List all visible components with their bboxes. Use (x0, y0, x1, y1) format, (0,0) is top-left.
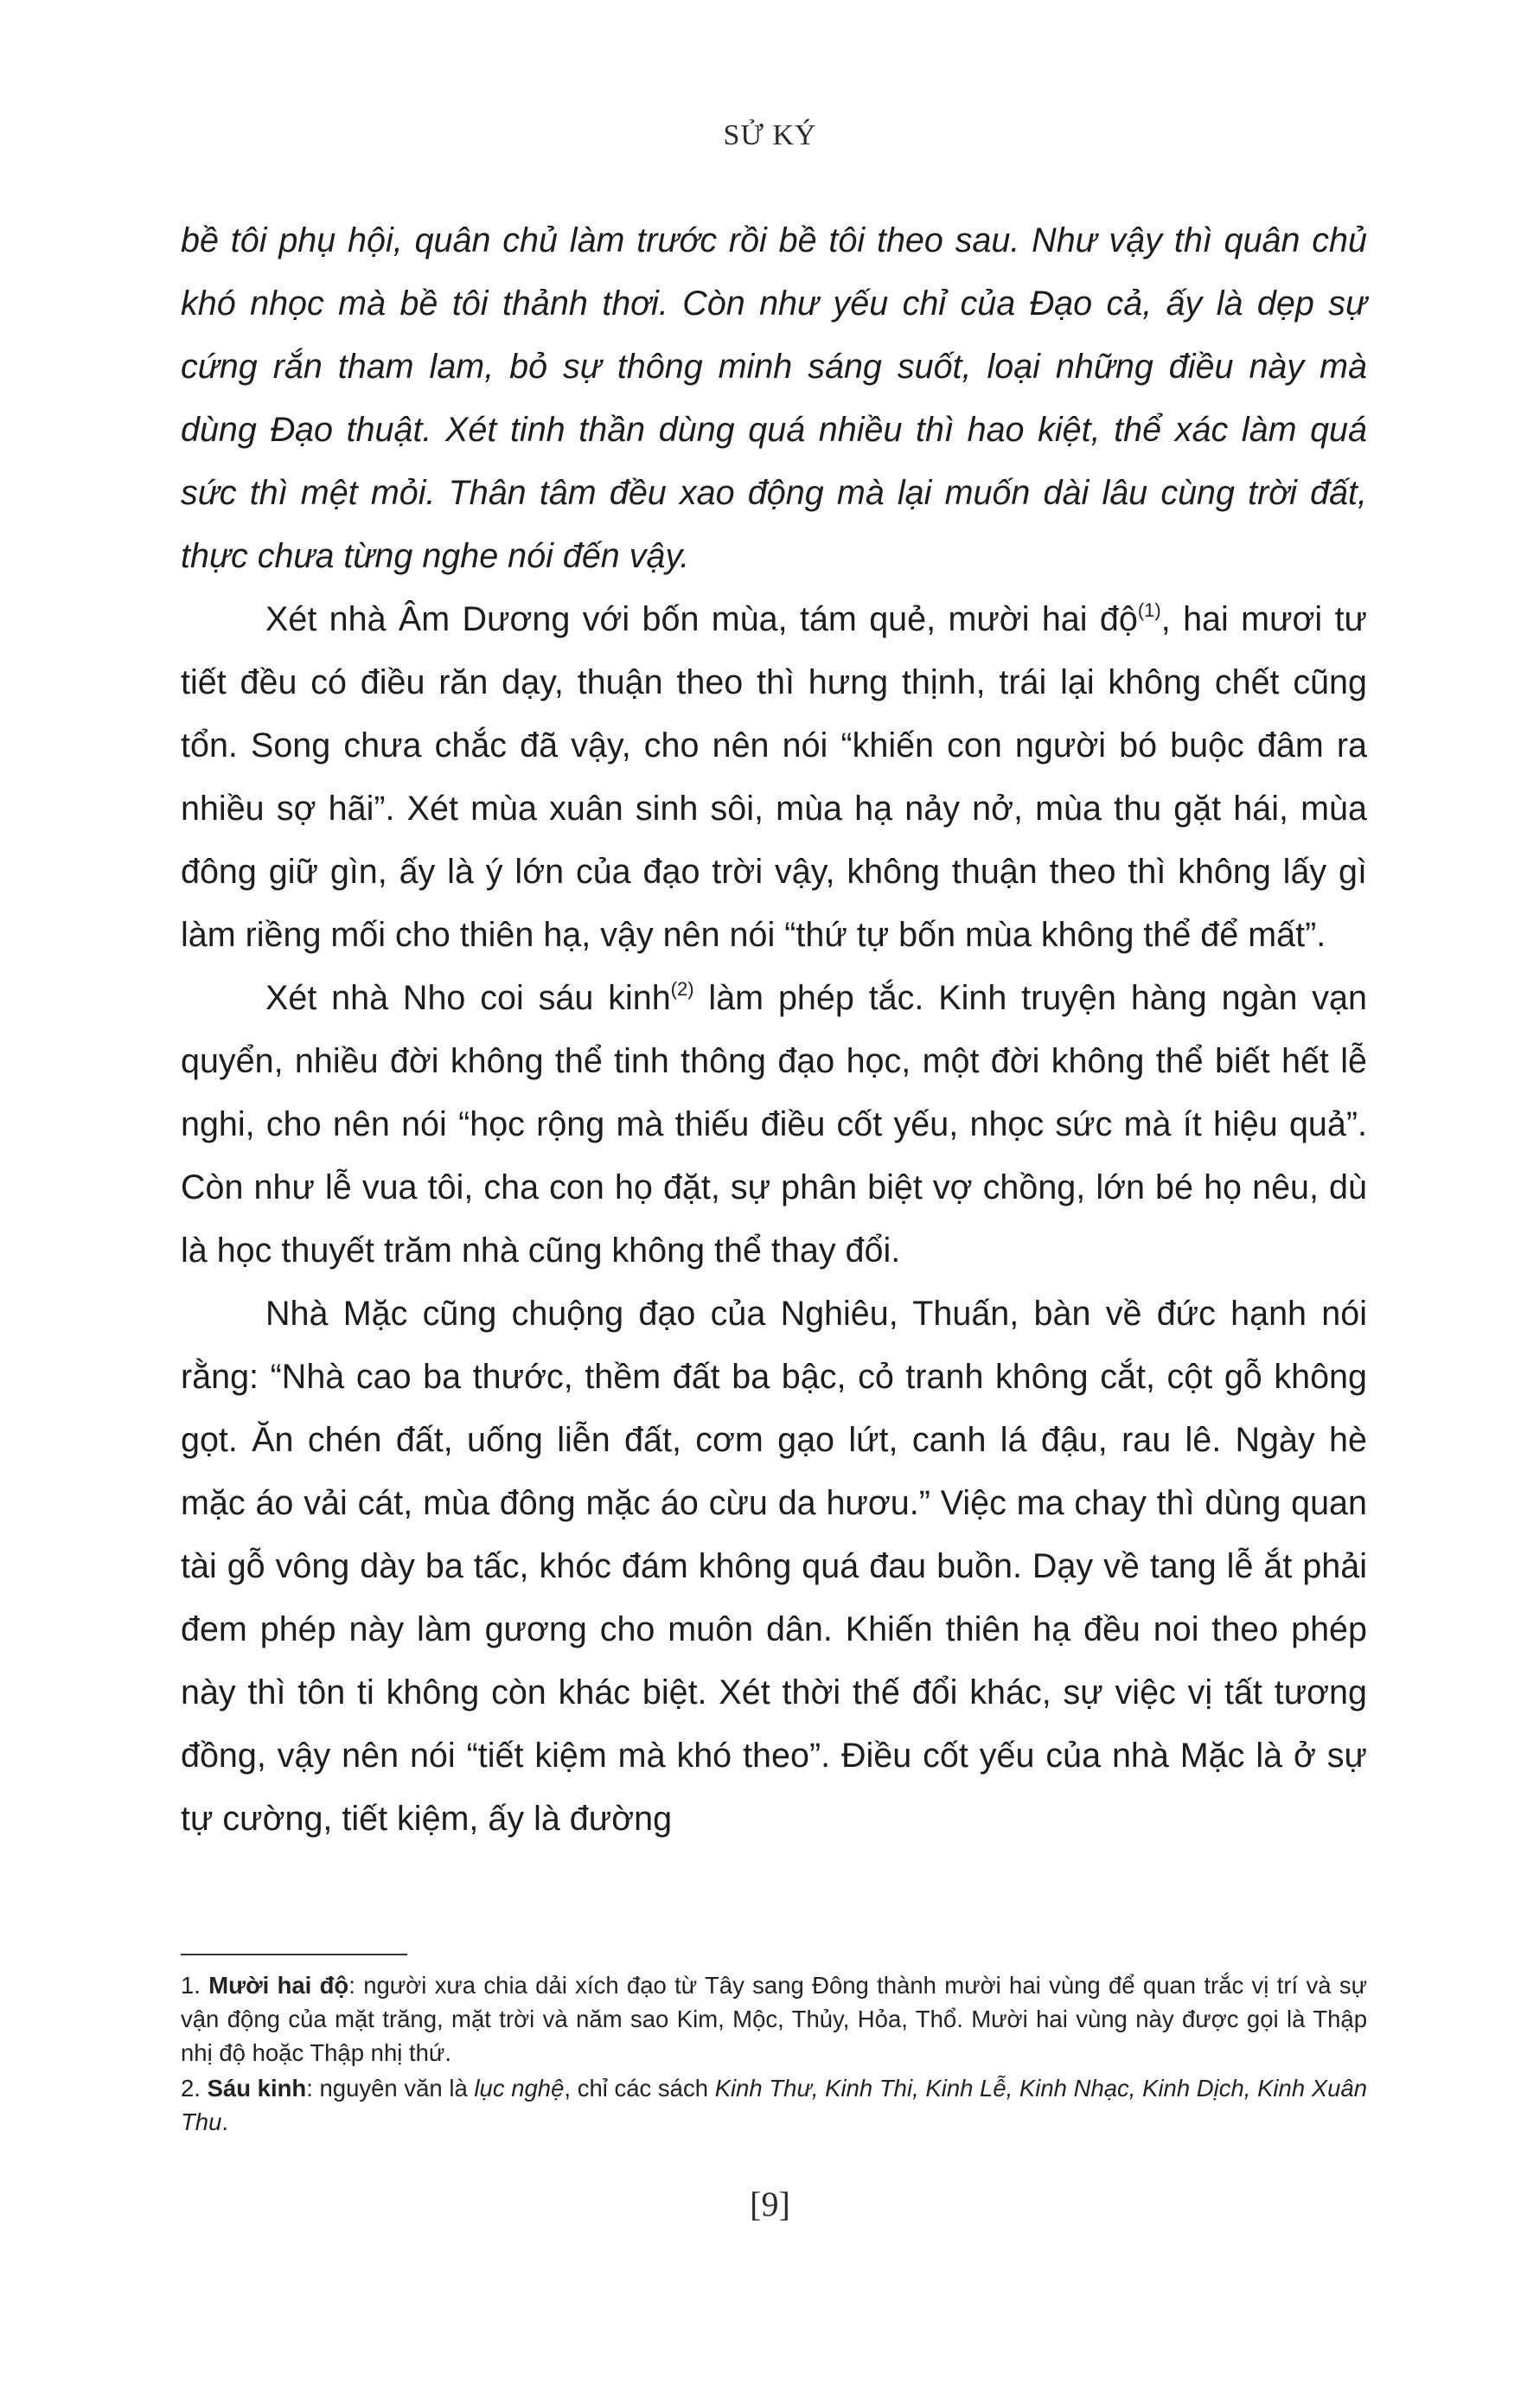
footnote-2 (181, 2071, 1367, 2139)
footnote-2-text-a: : nguyên văn là (306, 2075, 475, 2102)
paragraph-3-text-a: Xét nhà Nho coi sáu kinh (265, 979, 671, 1017)
footnote-2-italic-a: lục nghệ (474, 2075, 565, 2102)
paragraph-4: Nhà Mặc cũng chuộng đạo của Nghiêu, Thuấn, bàn về đức hạnh nói rằng: “Nhà cao ba thước, thềm đất ba bậc, cỏ tranh không cắt, cột gỗ không gọt. Ăn chén đất, uống liễn đất, cơm gạo lứt, canh lá đậu, rau lê. Ngày hè mặc áo vải cát, mùa đông mặc áo cừu da hươu.” Việc ma chay thì dùng quan tài gỗ vông dày ba tấc, khóc đám không quá đau buồn. Dạy về tang lễ ắt phải đem phép này làm gương cho muôn dân. Khiến thiên hạ đều noi theo phép này thì tôn ti không còn khác biệt. Xét thời thế đổi khác, sự việc vị tất tương đồng, vậy nên nói “tiết kiệm mà khó theo”. Điều cốt yếu của nhà Mặc là ở sự tự cường, tiết kiệm, ấy là đường (181, 1295, 1367, 1838)
body-text (181, 209, 1367, 1851)
footnote-1 (181, 1968, 1367, 2070)
footnote-ref-2: (2) (670, 978, 694, 1000)
paragraph-2-text-b: , hai mươi tư tiết đều có điều răn dạy, thuận theo thì hưng thịnh, trái lại không chết cũng tổn. Song chưa chắc đã vậy, cho nên nói “khiến con người bó buộc đâm ra nhiều sợ hãi”. Xét mùa xuân sinh sôi, mùa hạ nảy nở, mùa thu gặt hái, mùa đông giữ gìn, ấy là ý lớn của đạo trời vậy, không thuận theo thì không lấy gì làm riềng mối cho thiên hạ, vậy nên nói “thứ tự bốn mùa không thể để mất”. (181, 600, 1367, 954)
running-head: SỬ KÝ (723, 119, 817, 151)
page-number: [9] (750, 2185, 790, 2223)
paragraph-1: bề tôi phụ hội, quân chủ làm trước rồi bề tôi theo sau. Như vậy thì quân chủ khó nhọc mà bề tôi thảnh thơi. Còn như yếu chỉ của Đạo cả, ấy là dẹp sự cứng rắn tham lam, bỏ sự thông minh sáng suốt, loại những điều này mà dùng Đạo thuật. Xét tinh thần dùng quá nhiều thì hao kiệt, thể xác làm quá sức thì mệt mỏi. Thân tâm đều xao động mà lại muốn dài lâu cùng trời đất, thực chưa từng nghe nói đến vậy. (181, 221, 1367, 575)
footnote-ref-1: (1) (1137, 599, 1161, 621)
footnote-2-text-b: , chỉ các sách (564, 2075, 715, 2102)
footnote-divider (181, 1954, 407, 1955)
footnote-2-term: Sáu kinh (207, 2075, 307, 2102)
footnote-1-term: Mười hai độ (208, 1972, 349, 1999)
paragraph-3-text-b: làm phép tắc. Kinh truyện hàng ngàn vạn quyển, nhiều đời không thể tinh thông đạo học, một đời không thể biết hết lễ nghi, cho nên nói “học rộng mà thiếu điều cốt yếu, nhọc sức mà ít hiệu quả”. Còn như lễ vua tôi, cha con họ đặt, sự phân biệt vợ chồng, lớn bé họ nêu, dù là học thuyết trăm nhà cũng không thể thay đổi. (181, 979, 1367, 1270)
footnote-2-number: 2. (181, 2075, 201, 2102)
footnote-1-number: 1. (181, 1972, 201, 1999)
paragraph-2 (181, 588, 1367, 967)
paragraph-2-text-a: Xét nhà Âm Dương với bốn mùa, tám quẻ, mười hai độ (265, 600, 1138, 638)
paragraph-3 (181, 967, 1367, 1283)
footnote-1-text: : người xưa chia dải xích đạo từ Tây sang Đông thành mười hai vùng để quan trắc vị trí và sự vận động của mặt trăng, mặt trời và năm sao Kim, Mộc, Thủy, Hỏa, Thổ. Mười hai vùng này được gọi là Thập nhị độ hoặc Thập nhị thứ. (181, 1972, 1368, 2066)
footnote-2-text-c: . (221, 2108, 229, 2135)
footnote-2-italic-b: Kinh Thư, Kinh Thi, Kinh Lễ, Kinh Nhạc, Kinh Dịch, Kinh Xuân Thu (181, 2075, 1368, 2135)
footnotes (181, 1968, 1367, 2139)
